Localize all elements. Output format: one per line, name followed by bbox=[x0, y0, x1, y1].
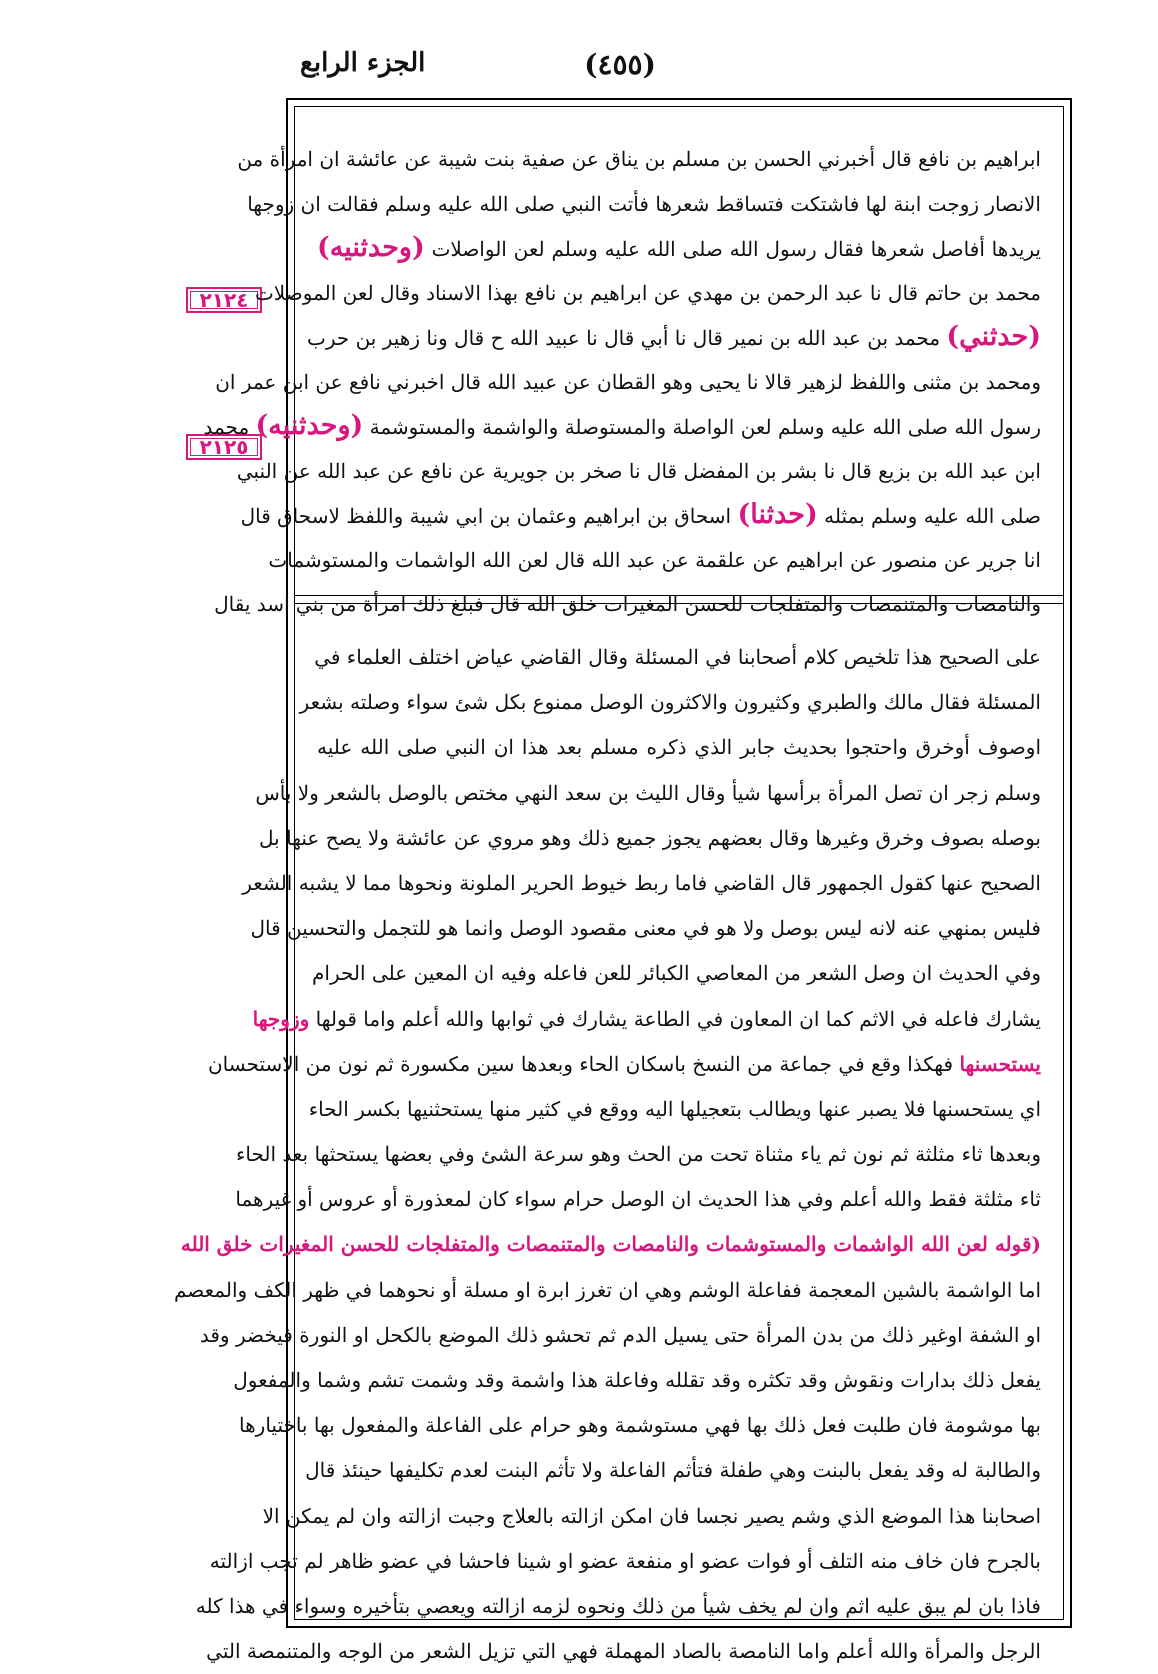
text-run: ابراهيم بن نافع قال أخبرني الحسن بن مسلم بن يناق عن صفية بنت شيبة عن عائشة ان امرأة من bbox=[237, 147, 1041, 171]
text-run: فليس بمنهي عنه لانه ليس بوصل ولا هو في معنى مقصود الوصل وانما هو للتجمل والتحسين قال bbox=[250, 916, 1041, 941]
hadith-line bbox=[307, 315, 1041, 360]
text-run: اما الواشمة بالشين المعجمة ففاعلة الوشم وهي ان تغرز ابرة او مسلة أو نحوهما في ظهر الكف والمعصم bbox=[173, 1277, 1041, 1302]
highlighted-quote: يستحسنها bbox=[959, 1051, 1041, 1076]
hadith-chain-marker: (حدثنا) bbox=[737, 499, 818, 530]
commentary-line bbox=[239, 1403, 1041, 1448]
text-run: المسئلة فقال مالك والطبري وكثيرون والاكثرون الوصل ممنوع بكل شئ سواء وصلته بشعر bbox=[299, 690, 1041, 715]
hadith-line bbox=[237, 137, 1041, 182]
page-header bbox=[0, 40, 1158, 90]
commentary-line bbox=[207, 1042, 1041, 1087]
text-run: فاذا بان لم يبق عليه اثم وان لم يخف شيأ من ذلك ونحوه لزمه ازالته ويعصي بتأخيره وسواء في هذا كله bbox=[195, 1593, 1041, 1618]
highlighted-quote: وزوجها bbox=[252, 1006, 310, 1031]
commentary-line bbox=[312, 951, 1041, 996]
page-number: (٤٥٥) bbox=[584, 48, 656, 81]
text-run: فهكذا وقع في جماعة من النسخ باسكان الحاء وبعدها سين مكسورة ثم نون من الاستحسان bbox=[207, 1051, 960, 1076]
commentary-line bbox=[317, 725, 1041, 770]
commentary-line bbox=[235, 1132, 1041, 1177]
text-run: رسول الله صلى الله عليه وسلم لعن الواصلة والمستوصلة والواشمة والمستوشمة bbox=[363, 415, 1041, 439]
commentary-line bbox=[209, 1539, 1041, 1584]
hadith-number-badge: ٢١٢٥ bbox=[186, 434, 262, 460]
commentary-line bbox=[206, 1629, 1041, 1674]
commentary-line bbox=[180, 1222, 1041, 1267]
hadith-line bbox=[215, 360, 1041, 405]
text-run: صلى الله عليه وسلم بمثله bbox=[817, 504, 1041, 528]
text-run: وبعدها ثاء مثلثة ثم نون ثم ياء مثناة تحت من الحث وهو سرعة الشئ وفي بعضها يستحثها بعد الحاء bbox=[235, 1142, 1041, 1167]
hadith-chain-marker: (وحدثنيه) bbox=[255, 410, 364, 441]
commentary-line bbox=[262, 1494, 1041, 1539]
text-run: والنامصات والمتنمصات والمتفلجات للحسن المغيرات خلق الله قال فبلغ ذلك امرأة من بني اسد يقال bbox=[214, 592, 1041, 616]
commentary-line bbox=[235, 1177, 1041, 1222]
commentary-line bbox=[173, 1268, 1041, 1313]
text-run: انا جرير عن منصور عن ابراهيم عن علقمة عن عبد الله قال لعن الله الواشمات والمستوشمات bbox=[268, 547, 1041, 572]
text-run: ومحمد بن مثنى واللفظ لزهير قالا نا يحيى وهو القطان عن عبيد الله قال اخبرني نافع عن ابن عمر ان bbox=[215, 369, 1041, 394]
text-run: محمد bbox=[203, 415, 256, 439]
commentary-line bbox=[314, 635, 1041, 680]
text-run: اي يستحسنها فلا يصبر عنها ويطالب بتعجيلها اليه ووقع في كثير منها يستحثنيها بكسر الحاء bbox=[308, 1096, 1041, 1121]
text-run: اصحابنا هذا الموضع الذي وشم يصير نجسا فان امكن ازالته بالعلاج وجبت ازالته وان لم يمكن الا bbox=[262, 1503, 1041, 1528]
commentary-line bbox=[308, 1087, 1041, 1132]
part-title: الجزء الرابع bbox=[300, 48, 426, 78]
commentary-line bbox=[259, 816, 1041, 861]
commentary-line bbox=[242, 861, 1041, 906]
commentary-line bbox=[305, 1448, 1041, 1493]
hadith-chain-marker: (حدثني) bbox=[946, 321, 1041, 352]
commentary-text bbox=[173, 635, 1041, 1674]
text-run: ابن عبد الله بن بزيع قال نا بشر بن المفضل قال نا صخر بن جويرية عن نافع عن عبد الله عن النبي bbox=[236, 458, 1041, 483]
text-run: اسحاق بن ابراهيم وعثمان بن ابي شيبة واللفظ لاسحاق قال bbox=[240, 504, 738, 528]
hadith-line bbox=[240, 493, 1041, 538]
commentary-line bbox=[195, 1584, 1041, 1629]
text-run: الانصار زوجت ابنة لها فاشتكت فتساقط شعرها فأتت النبي صلى الله عليه وسلم فقالت ان زوجها bbox=[247, 191, 1041, 216]
text-run: يشارك فاعله في الاثم كما ان المعاون في الطاعة يشارك في ثوابها والله أعلم واما قولها bbox=[309, 1006, 1041, 1031]
text-run: يريدها أفاصل شعرها فقال رسول الله صلى الله عليه وسلم لعن الواصلات bbox=[424, 237, 1041, 261]
hadith-line bbox=[254, 271, 1041, 316]
hadith-line bbox=[268, 538, 1041, 583]
hadith-line bbox=[317, 226, 1041, 271]
text-run: بها موشومة فان طلبت فعل ذلك بها فهي مستوشمة وهو حرام على الفاعلة والمفعول بها باختيارها bbox=[239, 1413, 1041, 1438]
hadith-number-badge: ٢١٢٤ bbox=[186, 287, 262, 313]
text-run: يفعل ذلك بدارات ونقوش وقد تكثره وقد تقلله وفاعلة هذا واشمة وقد وشمت تشم وشما والمفعول bbox=[233, 1368, 1041, 1392]
section-divider bbox=[295, 597, 1063, 604]
text-run: على الصحيح هذا تلخيص كلام أصحابنا في المسئلة وقال القاضي عياض اختلف العلماء في bbox=[314, 645, 1041, 669]
commentary-line bbox=[255, 771, 1041, 816]
hadith-chain-marker: (وحدثنيه) bbox=[317, 232, 425, 263]
commentary-line bbox=[299, 680, 1041, 725]
commentary-line bbox=[233, 1358, 1041, 1403]
text-run: ثاء مثلثة فقط والله أعلم وفي هذا الحديث ان الوصل حرام سواء كان لمعذورة أو عروس أو غيرهما bbox=[235, 1187, 1041, 1212]
commentary-box bbox=[173, 605, 1063, 1664]
commentary-line bbox=[199, 1313, 1041, 1358]
text-run: وسلم زجر ان تصل المرأة برأسها شيأ وقال الليث بن سعد النهي مختص بالوصل بالشعر ولا بأس bbox=[255, 780, 1041, 805]
text-run: بوصله بصوف وخرق وغيرها وقال بعضهم يجوز جميع ذلك وهو مروي عن عائشة ولا يصح عنها بل bbox=[259, 825, 1041, 850]
text-run: او الشفة اوغير ذلك من بدن المرأة حتى يسيل الدم ثم تحشو ذلك الموضع بالكحل او النورة فيخضر وقد bbox=[199, 1322, 1041, 1347]
highlighted-quote: (قوله لعن الله الواشمات والمستوشمات والنامصات والمتنمصات والمتفلجات للحسن المغيرات خلق الله bbox=[180, 1232, 1041, 1257]
hadith-line bbox=[236, 449, 1041, 494]
hadith-line bbox=[247, 182, 1041, 227]
text-run: الرجل والمرأة والله أعلم واما النامصة بالصاد المهملة فهي التي تزيل الشعر من الوجه والمتنمصة التي bbox=[206, 1639, 1041, 1664]
text-run: وفي الحديث ان وصل الشعر من المعاصي الكبائر للعن فاعله وفيه ان المعين على الحرام bbox=[312, 961, 1041, 986]
text-run: محمد بن عبد الله بن نمير قال نا أبي قال نا عبيد الله ح قال ونا زهير بن حرب bbox=[307, 326, 947, 350]
text-run: محمد بن حاتم قال نا عبد الرحمن بن مهدي عن ابراهيم بن نافع بهذا الاسناد وقال لعن الموصلات bbox=[254, 280, 1041, 305]
text-run: والطالبة له وقد يفعل بالبنت وهي طفلة فتأثم الفاعلة ولا تأثم البنت لعدم تكليفها حينئذ قال bbox=[305, 1458, 1041, 1483]
text-run: بالجرح فان خاف منه التلف أو فوات عضو او منفعة عضو او شينا فاحشا في عضو ظاهر لم تجب ازالته bbox=[209, 1548, 1041, 1573]
commentary-line bbox=[250, 906, 1041, 951]
commentary-line bbox=[252, 997, 1041, 1042]
text-run: الصحيح عنها كقول الجمهور قال القاضي فاما ربط خيوط الحرير الملونة ونحوها مما لا يشبه الشعر bbox=[242, 870, 1041, 895]
text-run: اوصوف أوخرق واحتجوا بحديث جابر الذي ذكره مسلم بعد هذا ان النبي صلى الله عليه bbox=[317, 735, 1041, 760]
